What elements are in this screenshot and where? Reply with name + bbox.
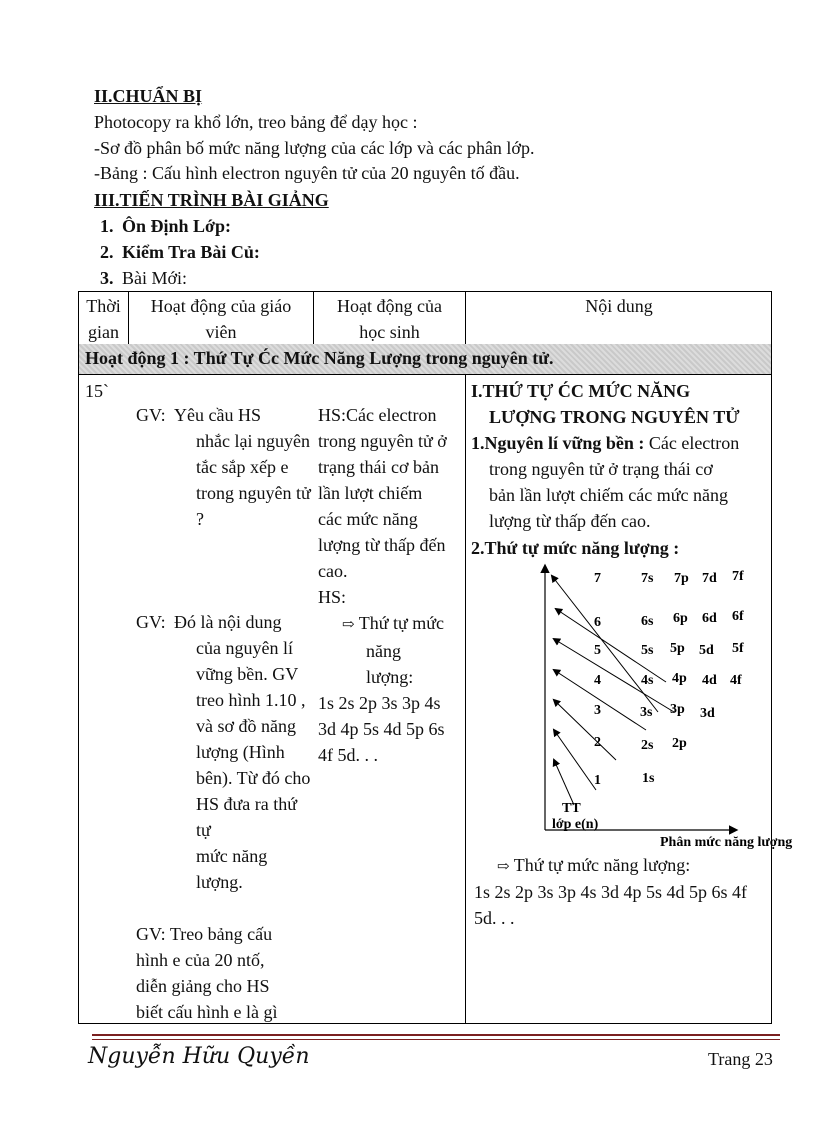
prep-line: Photocopy ra khổ lớn, treo bảng để dạy học : <box>94 112 418 132</box>
header-teacher: Hoạt động của giáo viên <box>150 296 292 342</box>
order-sequence: 1s 2s 2p 3s 3p 4s 3d 4p 5s 4d 5p 6s 4f <box>474 882 748 902</box>
sublevel-label: 6s <box>641 614 654 629</box>
order-summary: ⇨ Thứ tự mức năng lượng: <box>497 855 691 875</box>
step-text: Kiểm Tra Bài Củ: <box>122 242 260 262</box>
header-student: Hoạt động của học sinh <box>337 296 442 342</box>
principle-paragraph: 1.Nguyên lí vững bền : Các electron trong nguyên tử ở trạng thái cơ bản lần lượt chiếm các mức năng lượng từ thấp đến cao. <box>471 433 740 531</box>
student-activity: HS:Các electron trong nguyên tử ở trạng thái cơ bản lần lượt chiếm các mức năng lượng từ thấp đến cao. HS: ⇨ Thứ tự mức năng lượng: 1s 2s 2p 3s 3p 4s 3d 4p 5s 4d 5p 6s 4f 5d. . . <box>318 405 447 765</box>
diagonal-arrow <box>554 760 574 805</box>
sublevel-label: 7p <box>674 571 689 586</box>
sublevel-label: 6d <box>702 611 717 626</box>
layer-label: lớp e(n) <box>552 817 599 832</box>
sublevel-label: 5s <box>641 643 654 658</box>
order-title: 2.Thứ tự mức năng lượng : <box>471 538 680 558</box>
sublevel-label: 7s <box>641 571 654 586</box>
gv-label: GV: <box>136 612 166 632</box>
level-number: 2 <box>594 735 601 750</box>
level-number: 7 <box>594 571 601 586</box>
prep-line: -Bảng : Cấu hình electron nguyên tử của 20 nguyên tố đầu. <box>94 163 520 183</box>
sublevel-label: 6p <box>673 611 688 626</box>
level-number: 5 <box>594 643 601 658</box>
teacher-activity-1: Yêu cầu HS nhắc lại nguyên tắc sắp xếp e trong nguyên tử ? <box>174 405 311 529</box>
sublevel-label: 4p <box>672 671 687 686</box>
sublevel-label: 6f <box>732 609 744 624</box>
row-divider <box>79 374 771 375</box>
activity-row <box>79 344 771 374</box>
sublevel-label: 5d <box>699 643 714 658</box>
signature: Nguyễn Hữu Quyền <box>88 1044 310 1069</box>
x-axis-label: Phân mức năng lượng <box>660 835 793 850</box>
sublevel-label: 4f <box>730 673 742 688</box>
teacher-activity-2: Đó là nội dung của nguyên lí vững bền. GV treo hình 1.10 , và sơ đồ năng lượng (Hình bên). Từ đó cho HS đưa ra thứ tự mức năng lượng. <box>174 612 311 892</box>
sublevel-label: 5f <box>732 641 744 656</box>
activity-title: Hoạt động 1 : Thứ Tự Ćc Mức Năng Lượng trong nguyên tử. <box>85 348 554 368</box>
arrow-icon: ⇨ <box>497 859 510 875</box>
order-sequence-cont: 5d. . . <box>474 908 515 928</box>
step-text: Bài Mới: <box>122 268 188 288</box>
sublevel-label: 3p <box>670 702 685 717</box>
prep-line: -Sơ đồ phân bố mức năng lượng của các lớp và các phân lớp. <box>94 138 535 158</box>
footer-rule <box>92 1034 780 1036</box>
level-number: 4 <box>594 673 601 688</box>
header-content: Nội dung <box>585 296 653 316</box>
sublevel-label: 2s <box>641 738 654 753</box>
footer-rule <box>92 1039 780 1040</box>
sublevel-label: 4d <box>702 673 717 688</box>
sublevel-label: 3s <box>640 705 653 720</box>
content-heading-2: LƯỢNG TRONG NGUYÊN TỬ <box>489 407 740 427</box>
sublevel-label: 4s <box>641 673 654 688</box>
tt-label: TT <box>562 801 581 816</box>
level-number: 1 <box>594 773 601 788</box>
sublevel-label: 1s <box>642 771 655 786</box>
gv-label: GV: <box>136 405 166 425</box>
step-text: Ôn Định Lớp: <box>122 216 232 236</box>
step-number: 3. <box>100 268 114 288</box>
sublevel-label: 5p <box>670 641 685 656</box>
step-number: 1. <box>100 216 114 236</box>
step-number: 2. <box>100 242 114 262</box>
prep-title: II.CHUẨN BỊ <box>94 86 203 106</box>
level-number: 6 <box>594 615 601 630</box>
arrow-icon: ⇨ <box>342 617 355 633</box>
teacher-activity-3: GV: Treo bảng cấu hình e của 20 ntố, diễn giảng cho HS biết cấu hình e là gì <box>136 924 278 1022</box>
page-number: Trang 23 <box>708 1049 773 1069</box>
sublevel-label: 2p <box>672 736 687 751</box>
diagonal-arrow <box>554 700 616 760</box>
time-value: 15` <box>85 381 109 401</box>
lesson-table <box>78 291 793 1024</box>
header-time: Thời gian <box>86 296 121 342</box>
diagonal-arrow <box>554 730 596 790</box>
energy-diagram <box>466 562 793 852</box>
level-number: 3 <box>594 703 601 718</box>
sublevel-label: 3d <box>700 706 715 721</box>
sublevel-label: 7f <box>732 569 744 584</box>
process-title: III.TIẾN TRÌNH BÀI GIẢNG <box>94 190 329 210</box>
content-heading-1: I.THỨ TỰ ĆC MỨC NĂNG <box>471 381 691 401</box>
sublevel-label: 7d <box>702 571 717 586</box>
